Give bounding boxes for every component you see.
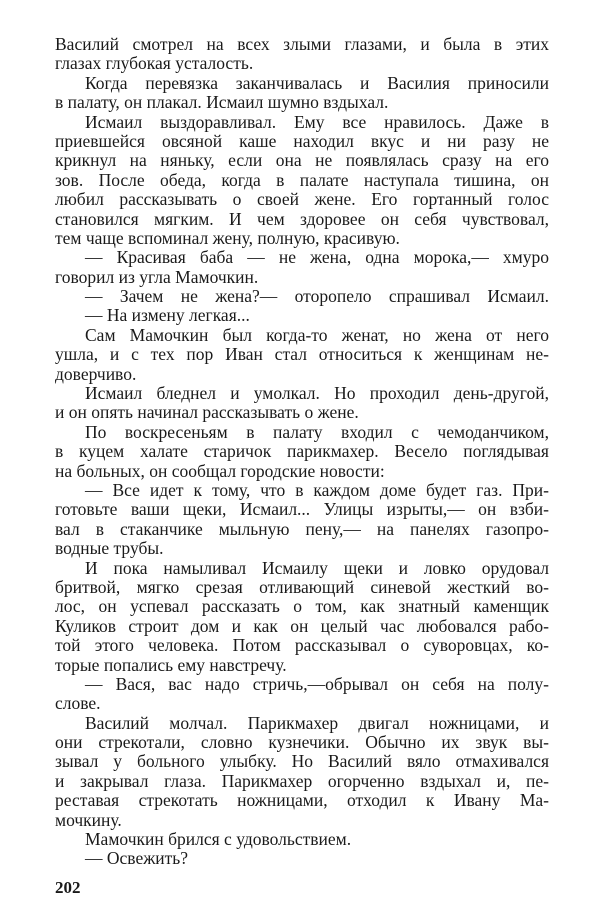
text-line: и он опять начинал рассказывать о жене. [55, 403, 359, 423]
text-line: в куцем халате старичок парикмахер. Весело поглядывая [55, 442, 549, 462]
text-line: Василий смотрел на всех злыми глазами, и была в этих [55, 35, 549, 54]
text-line: — Вася, вас надо стричь,—обрывал он себя на полу- [85, 674, 549, 694]
text-line: говорил из угла Мамочкин. [55, 267, 259, 287]
text-line: — Зачем не жена?— оторопело спрашивал Исмаил. [85, 287, 549, 307]
text-line: Куликов строит дом и как он целый час любовался рабо- [55, 616, 549, 636]
text-line: крикнул на няньку, если она не появлялась сразу на его [55, 151, 549, 171]
text-line: И пока намыливал Исмаилу щеки и ловко орудовал [85, 558, 549, 578]
text-line: Исмаил выздоравливал. Ему все нравилось. Даже в [85, 112, 549, 132]
text-line: — Красивая баба — не жена, одна морока,— хмуро [85, 248, 549, 268]
text-line: Когда перевязка заканчивалась и Василия приносили [85, 73, 549, 93]
text-line: торые попались ему навстречу. [55, 655, 287, 675]
text-line: готовьте ваши щеки, Исмаил... Улицы изрыты,— он взби- [55, 500, 549, 520]
text-line: По воскресеньям в палату входил с чемоданчиком, [85, 422, 549, 442]
text-line: Исмаил бледнел и умолкал. Но проходил день-другой, [85, 384, 549, 404]
text-line: доверчиво. [55, 364, 137, 384]
text-line: приевшейся овсяной каше находил вкус и ни разу не [55, 131, 549, 151]
text-line: мочкину. [55, 810, 122, 830]
text-line: и закрывал глаза. Парикмахер огорченно вздыхал и, пе- [55, 771, 549, 791]
text-line: водные трубы. [55, 539, 164, 559]
text-line: на больных, он сообщал городские новости: [55, 461, 385, 481]
text-line: Сам Мамочкин был когда-то женат, но жена от него [85, 325, 549, 345]
text-line: тем чаще вспоминал жену, полную, красивую. [55, 228, 400, 248]
text-line: — Освежить? [85, 849, 189, 869]
text-line: они стрекотали, словно кузнечики. Обычно их звук вы- [55, 733, 549, 753]
text-line: Василий молчал. Парикмахер двигал ножницами, и [85, 713, 549, 733]
text-line: глазах глубокая усталость. [55, 54, 254, 74]
page-number: 202 [55, 878, 81, 897]
text-line: той этого человека. Потом рассказывал о суворовцах, ко- [55, 636, 549, 656]
text-line: любил рассказывать о своей жене. Его гортанный голос [55, 190, 549, 210]
text-line: зывал у больного улыбку. Но Василий вяло отмахивался [55, 752, 549, 772]
text-line: становился мягким. И чем здоровее он себя чувствовал, [55, 209, 549, 229]
text-line: ушла, и с тех пор Иван стал относиться к женщинам не- [55, 345, 549, 365]
text-line: — Все идет к тому, что в каждом доме будет газ. При- [85, 480, 549, 500]
text-line: — На измену легкая... [85, 306, 250, 326]
text-line: лос, он успевал рассказать о том, как знатный каменщик [55, 597, 549, 617]
text-line: Мамочкин брился с удовольствием. [85, 830, 352, 850]
text-line: вал в стаканчике мыльную пену,— на панелях газопро- [55, 519, 549, 539]
text-line: реставая стрекотать ножницами, отходил к Ивану Ма- [55, 791, 549, 811]
body-text [55, 35, 549, 869]
text-line: слове. [55, 694, 101, 714]
text-line: зов. После обеда, когда в палате наступала тишина, он [55, 170, 549, 190]
text-line: в палату, он плакал. Исмаил шумно вздыхал. [55, 93, 389, 113]
text-line: бритвой, мягко срезая отливающий синевой жесткий во- [55, 577, 549, 597]
